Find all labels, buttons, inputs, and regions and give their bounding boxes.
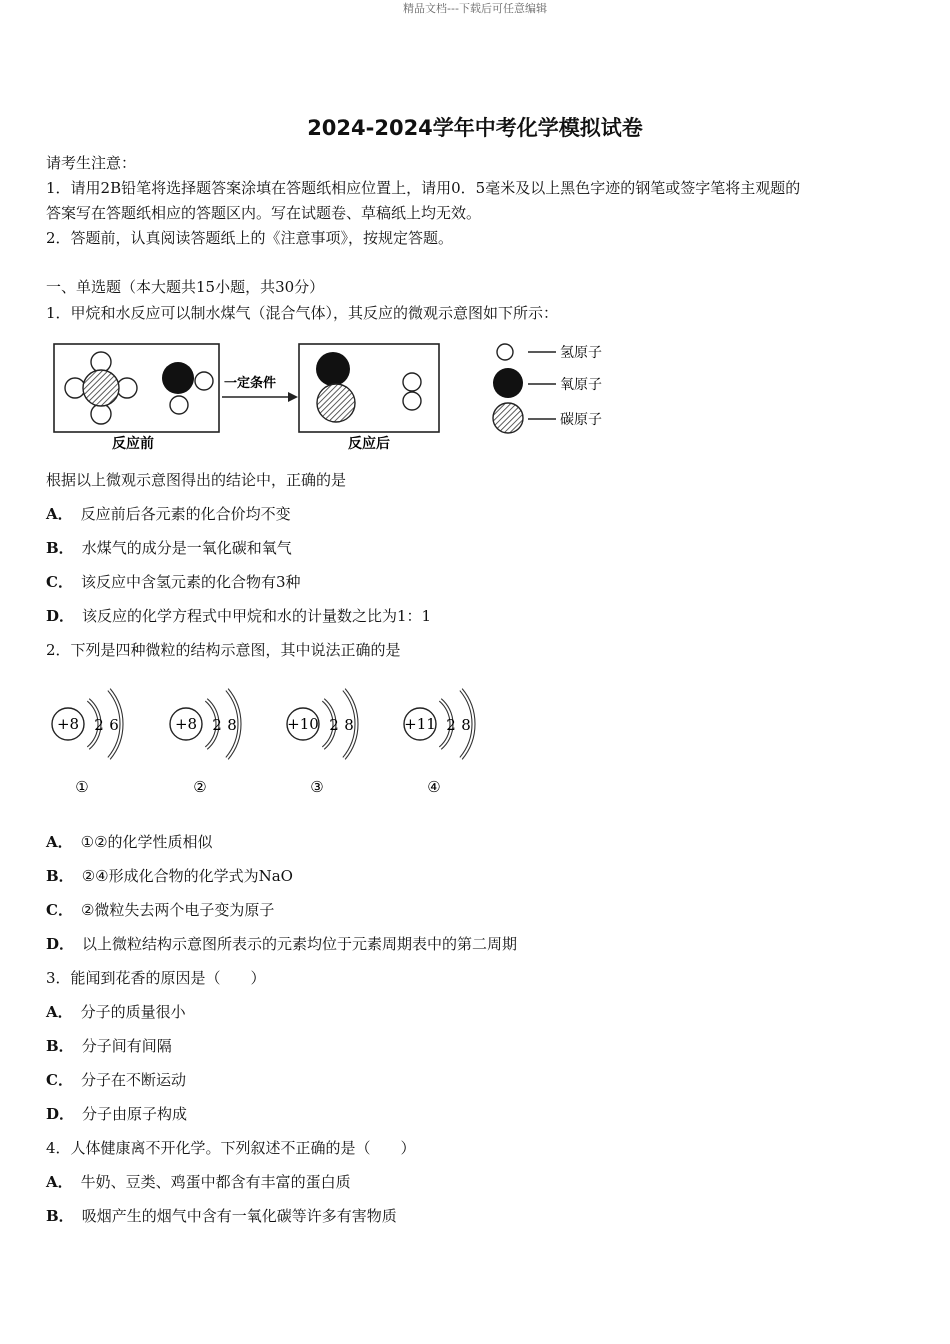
q3-option-b[interactable]: B． 分子间有间隔 bbox=[46, 1037, 172, 1055]
q1-option-b[interactable]: B． 水煤气的成分是一氧化碳和氧气 bbox=[46, 539, 292, 557]
before-label: 反应前 bbox=[112, 436, 154, 452]
particle-diagram-4 bbox=[404, 689, 475, 796]
hydrogen-atom bbox=[91, 404, 111, 424]
particle-label: ② bbox=[193, 778, 207, 796]
q1-option-d[interactable]: D． 该反应的化学方程式中甲烷和水的计量数之比为1：1 bbox=[46, 607, 432, 625]
nucleus-charge: +11 bbox=[404, 715, 436, 733]
condition-label: 一定条件 bbox=[224, 376, 277, 391]
reaction-diagram bbox=[46, 336, 626, 456]
notice-line-1b: 答案写在答题纸相应的答题区内。写在试题卷、草稿纸上均无效。 bbox=[46, 204, 482, 222]
nucleus-charge: +10 bbox=[287, 715, 319, 733]
question-1-prompt: 根据以上微观示意图得出的结论中，正确的是 bbox=[46, 471, 347, 489]
hydrogen-atom bbox=[65, 378, 85, 398]
particle-diagram-3 bbox=[287, 689, 358, 796]
page-title: 2024-2024学年中考化学模拟试卷 bbox=[307, 116, 643, 140]
shell-2-electrons: 6 bbox=[109, 716, 119, 734]
atomic-structure-diagrams bbox=[46, 676, 516, 806]
shell-1-electrons: 2 bbox=[329, 716, 339, 734]
legend-carbon-label: 碳原子 bbox=[560, 412, 602, 428]
particle-label: ③ bbox=[310, 778, 324, 796]
nucleus-charge: +8 bbox=[56, 715, 80, 733]
hydrogen-atom bbox=[195, 372, 213, 390]
legend-hydrogen-icon bbox=[497, 344, 513, 360]
carbon-atom bbox=[83, 370, 119, 406]
particle-diagram-2 bbox=[170, 689, 241, 796]
watermark: 精品文档---下载后可任意编辑 bbox=[403, 2, 547, 15]
q4-option-a[interactable]: A． 牛奶、豆类、鸡蛋中都含有丰富的蛋白质 bbox=[46, 1173, 351, 1191]
hydrogen-atom bbox=[117, 378, 137, 398]
hydrogen-atom bbox=[403, 392, 421, 410]
hydrogen-atom bbox=[170, 396, 188, 414]
section-heading: 一、单选题（本大题共15小题，共30分） bbox=[46, 278, 325, 296]
notice-line-2: 2．答题前，认真阅读答题纸上的《注意事项》，按规定答题。 bbox=[46, 229, 454, 247]
nucleus-charge: +8 bbox=[174, 715, 198, 733]
shell-2-electrons: 8 bbox=[344, 716, 354, 734]
oxygen-atom bbox=[316, 352, 350, 386]
legend-carbon-icon bbox=[493, 403, 523, 433]
notice-heading: 请考生注意： bbox=[46, 154, 137, 172]
hydrogen-atom bbox=[91, 352, 111, 372]
q2-option-d[interactable]: D． 以上微粒结构示意图所表示的元素均位于元素周期表中的第二周期 bbox=[46, 935, 518, 953]
legend-oxygen-label: 氧原子 bbox=[560, 377, 602, 393]
carbon-atom bbox=[317, 384, 355, 422]
particle-label: ④ bbox=[427, 778, 441, 796]
shell-2-electrons: 8 bbox=[227, 716, 237, 734]
q1-option-c[interactable]: C． 该反应中含氢元素的化合物有3种 bbox=[46, 573, 301, 591]
legend-hydrogen-label: 氢原子 bbox=[560, 345, 602, 361]
q2-option-b[interactable]: B． ②④形成化合物的化学式为NaO bbox=[46, 867, 293, 885]
q3-option-d[interactable]: D． 分子由原子构成 bbox=[46, 1105, 188, 1123]
particle-label: ① bbox=[75, 778, 89, 796]
q2-option-a[interactable]: A． ①②的化学性质相似 bbox=[46, 833, 213, 851]
q3-option-a[interactable]: A． 分子的质量很小 bbox=[46, 1003, 186, 1021]
question-4-stem: 4．人体健康离不开化学。下列叙述不正确的是（ ） bbox=[46, 1139, 416, 1157]
notice-line-1a: 1．请用2B铅笔将选择题答案涂填在答题纸相应位置上，请用0．5毫米及以上黑色字迹的钢笔或签字笔将主观题的 bbox=[46, 179, 801, 197]
question-2-stem: 2．下列是四种微粒的结构示意图，其中说法正确的是 bbox=[46, 641, 401, 659]
legend-oxygen-icon bbox=[493, 368, 523, 398]
particle-diagram-1 bbox=[52, 689, 123, 796]
question-1-stem: 1．甲烷和水反应可以制水煤气（混合气体），其反应的微观示意图如下所示： bbox=[46, 304, 559, 322]
hydrogen-atom bbox=[403, 373, 421, 391]
question-3-stem: 3．能闻到花香的原因是（ ） bbox=[46, 969, 266, 987]
shell-2-electrons: 8 bbox=[461, 716, 471, 734]
shell-1-electrons: 2 bbox=[94, 716, 104, 734]
arrow-head bbox=[288, 392, 298, 402]
after-label: 反应后 bbox=[348, 436, 390, 452]
oxygen-atom bbox=[162, 362, 194, 394]
shell-1-electrons: 2 bbox=[446, 716, 456, 734]
q1-option-a[interactable]: A． 反应前后各元素的化合价均不变 bbox=[46, 505, 291, 523]
q4-option-b[interactable]: B． 吸烟产生的烟气中含有一氧化碳等许多有害物质 bbox=[46, 1207, 397, 1225]
shell-1-electrons: 2 bbox=[212, 716, 222, 734]
q3-option-c[interactable]: C． 分子在不断运动 bbox=[46, 1071, 186, 1089]
q2-option-c[interactable]: C． ②微粒失去两个电子变为原子 bbox=[46, 901, 275, 919]
